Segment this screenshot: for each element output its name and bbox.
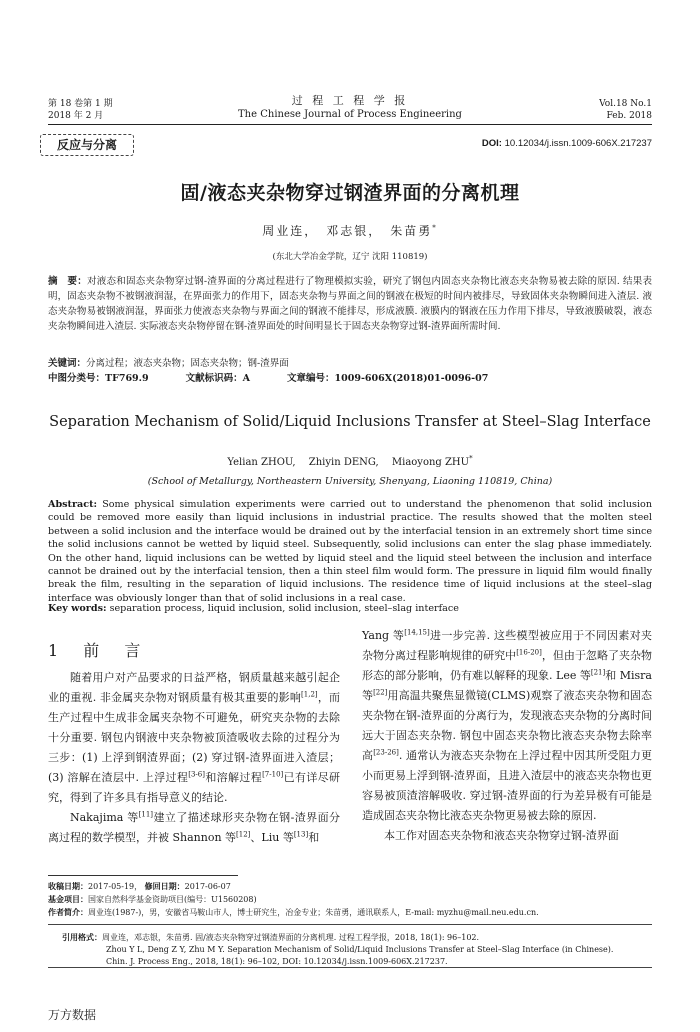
- journal-title-cn: 过 程 工 程 学 报: [291, 94, 409, 107]
- abstract-en: [48, 498, 652, 605]
- body-paragraph: Yang 等[14,15]进一步完善. 这些模型被应用于不同因素对夹杂物分离过程影响规律的研究中[16-20]，但由于忽略了夹杂物形态的部分影响，仍有难以解释的现象. Lee 等[21]和 Misra 等[22]用高温共聚焦显微镜(CLMS)观察了液态夹杂物和固态夹杂物在钢-渣界面的分离行为，发现液态夹杂物的分离时间远大于固态夹杂物. 钢包中固态夹杂物比液态夹杂物去除率高[23-26]. 通常认为液态夹杂物在上浮过程中因其所受阻力更小而更易上浮到钢-渣界面，且进入渣层中的液态夹杂物也更容易被顶渣溶解吸收. 穿过钢-渣界面的行为差异极有可能是造成固态夹杂物比液态夹杂物更易被去除的原因.: [362, 628, 653, 822]
- journal-title: [200, 94, 500, 122]
- paper-title-cn: 固/液态夹杂物穿过钢渣界面的分离机理: [180, 182, 520, 204]
- authors-cn: 周业连， 邓志银， 朱苗勇*: [262, 224, 438, 238]
- header-volume-cn: [48, 98, 113, 122]
- volume-en: Vol.18 No.1: [599, 99, 652, 109]
- doi-value[interactable]: 10.12034/j.issn.1009-606X.217237: [504, 138, 652, 149]
- citation-en-line2: Chin. J. Process Eng., 2018, 18(1): 96–102, DOI: 10.12034/j.issn.1009-606X.217237.: [106, 957, 448, 966]
- header-volume-en: [599, 98, 652, 122]
- revised-label: 修回日期：: [144, 881, 185, 891]
- section-heading-intro: 1 前 言: [48, 641, 151, 660]
- abstract-cn: [48, 274, 652, 334]
- keywords-cn-label: 关键词：: [48, 358, 87, 369]
- paper-title-en: Separation Mechanism of Solid/Liquid Inclusions Transfer at Steel–Slag Interface: [49, 414, 651, 430]
- citation-cn: [62, 931, 652, 944]
- abstract-cn-text: 对液态和固态夹杂物穿过钢-渣界面的分离过程进行了物理模拟实验，研究了钢包内固态夹杂物比液态夹杂物易被去除的原因. 结果表明，固态夹杂物不被钢液润湿，在界面张力的作用下，固态夹杂物与界面之间的钢液在极短的时间内被排尽，导致固体夹杂物瞬间进入渣层. 液态夹杂物易被钢液润湿，界面张力使液态夹杂物与界面之间的钢液不能排尽，形成液膜. 液膜内的钢液在压力作用下排尽，导致液膜破裂，液态夹杂物瞬间进入渣层. 实际液态夹杂物停留在钢-渣界面处的时间明显长于固态夹杂物穿过钢-渣界面所需时间.: [48, 276, 652, 332]
- fund-label: 基金项目：: [48, 894, 88, 904]
- footnotes: [48, 880, 652, 919]
- header-rule: [48, 124, 652, 125]
- clc-label: 中图分类号：: [48, 373, 106, 384]
- volume-cn: 第 18 卷第 1 期: [48, 99, 113, 109]
- footnote-rule: [48, 875, 238, 876]
- date-cn: 2018 年 2 月: [48, 111, 104, 121]
- section-tag: 反应与分离: [40, 134, 134, 156]
- article-number: [287, 373, 488, 384]
- citation-cn-text: 周业连，邓志银，朱苗勇. 固/液态夹杂物穿过钢渣界面的分离机理. 过程工程学报，2018, 18(1): 96–102.: [102, 933, 480, 942]
- classification-row: [48, 371, 522, 386]
- doc-code: [186, 373, 250, 384]
- citation-en-line1: Zhou Y L, Deng Z Y, Zhu M Y. Separation Mechanism of Solid/Liquid Inclusions Transfer at Steel–Slag Interface (in Chinese).: [106, 945, 614, 954]
- clc: [48, 373, 149, 384]
- keywords-cn-text: 分离过程；液态夹杂物；固态夹杂物；钢-渣界面: [86, 358, 289, 369]
- citation-box: [48, 924, 652, 968]
- abstract-en-text: Some physical simulation experiments were carried out to understand the phenomenon that solid inclusion could be removed more easily than liquid inclusions in industrial practice. The results showed that the molten steel between a solid inclusion and the interface would be drained out by the interfacial tension in an extremely short time since the solid inclusions cannot be wetted by liquid steel. Subsequently, solid inclusions can enter the slag phase immediately. On the other hand, liquid inclusions can be wetted by liquid steel and the liquid steel between the inclusion and interface cannot be drained out by the interfacial tension, then a thin steel film would form. The pressure in liquid film would finally break the film, resulting in the separation of liquid inclusions. The residence time of liquid inclusions at the steel–slag interface was obviously longer than that of solid inclusions in a real case.: [48, 499, 652, 604]
- citation-label: 引用格式：: [62, 932, 102, 942]
- doc-value: A: [242, 373, 250, 384]
- footnote-fund: [48, 893, 652, 906]
- body-paragraph: 随着用户对产品要求的日益严格，钢质量越来越引起企业的重视. 非金属夹杂物对钢质量有极其重要的影响[1,2]，而生产过程中生成非金属夹杂物不可避免，研究夹杂物的去除十分重要. 钢包内钢液中夹杂物被顶渣吸收去除的过程分为三步：(1) 上浮到钢渣界面；(2) 穿过钢-渣界面进入渣层；(3) 溶解在渣层中. 上浮过程[3-6]和溶解过程[7-10]已有详尽研究，得到了许多具有指导意义的结论.: [48, 671, 341, 804]
- abstract-en-label: Abstract:: [48, 499, 98, 510]
- keywords-cn: [48, 356, 652, 371]
- journal-title-en: The Chinese Journal of Process Engineering: [238, 109, 462, 120]
- revised-value: 2017-06-07: [184, 882, 231, 891]
- watermark: 万方数据: [48, 1008, 97, 1022]
- doi[interactable]: [482, 138, 652, 149]
- authors-en: Yelian ZHOU, Zhiyin DENG, Miaoyong ZHU*: [227, 454, 473, 468]
- author-value: 周业连(1987-)，男，安徽省马鞍山市人，博士研究生，冶金专业；朱苗勇，通讯联系人，E-mail: myzhu@mail.neu.edu.cn.: [88, 908, 539, 917]
- keywords-en: [48, 602, 652, 615]
- footnote-author: [48, 906, 652, 919]
- abstract-cn-label: 摘 要：: [48, 276, 87, 287]
- keywords-en-label: Key words:: [48, 603, 107, 614]
- body-paragraph: 本工作对固态夹杂物和液态夹杂物穿过钢-渣界面: [384, 829, 619, 842]
- affiliation-en: (School of Metallurgy, Northeastern University, Shenyang, Liaoning 110819, China): [147, 476, 553, 487]
- received-value: 2017-05-19，: [88, 882, 143, 891]
- clc-value: TF769.9: [105, 373, 149, 384]
- article-value: 1009-606X(2018)01-0096-07: [334, 373, 489, 384]
- keywords-en-text: separation process, liquid inclusion, solid inclusion, steel–slag interface: [109, 603, 459, 614]
- date-en: Feb. 2018: [606, 111, 652, 121]
- body-paragraph: Nakajima 等[11]建立了描述球形夹杂物在钢-渣界面分离过程的数学模型，并被 Shannon 等[12]、Liu 等[13]和: [48, 810, 340, 844]
- received-label: 收稿日期：: [48, 881, 88, 891]
- fund-value: 国家自然科学基金资助项目(编号：U1560208): [88, 895, 257, 904]
- body-column-right: [362, 626, 652, 846]
- body-column-left: [48, 668, 340, 848]
- doi-label: DOI:: [481, 138, 502, 149]
- footnote-dates: [48, 880, 652, 893]
- affiliation-cn: (东北大学冶金学院，辽宁 沈阳 110819): [272, 252, 428, 262]
- article-label: 文章编号：: [287, 373, 335, 384]
- author-label: 作者简介：: [48, 907, 88, 917]
- doc-label: 文献标识码：: [185, 373, 243, 384]
